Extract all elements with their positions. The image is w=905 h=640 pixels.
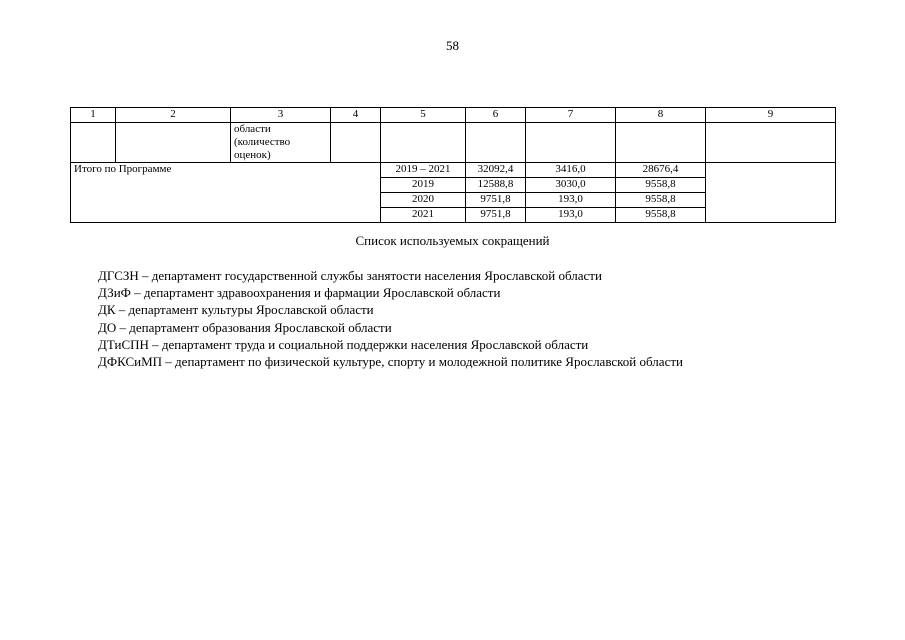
abbreviations-list (98, 267, 683, 370)
total-row (71, 163, 836, 178)
period-cell: 2019 (381, 178, 466, 193)
indicator-continuation-cell: области (количество оценок) (231, 123, 331, 163)
program-funding-table (70, 107, 836, 223)
value-cell: 193,0 (526, 193, 616, 208)
value-cell: 12588,8 (466, 178, 526, 193)
abbreviation-item: ДО – департамент образования Ярославской области (98, 319, 392, 335)
period-cell: 2019 – 2021 (381, 163, 466, 178)
table-cell (526, 123, 616, 163)
value-cell: 9558,8 (616, 178, 706, 193)
header-cell: 4 (331, 108, 381, 123)
abbreviation-item: ДЗиФ – департамент здравоохранения и фармации Ярославской области (98, 285, 501, 301)
value-cell: 9751,8 (466, 193, 526, 208)
table-cell (116, 123, 231, 163)
header-cell: 5 (381, 108, 466, 123)
header-cell: 9 (706, 108, 836, 123)
header-cell: 3 (231, 108, 331, 123)
header-cell: 8 (616, 108, 706, 123)
header-cell: 1 (71, 108, 116, 123)
abbreviations-title: Список используемых сокращений (355, 233, 550, 248)
table-cell (706, 163, 836, 223)
abbreviation-item: ДГСЗН – департамент государственной службы занятости населения Ярославской области (98, 268, 602, 283)
page-number: 58 (446, 38, 459, 53)
header-cell: 6 (466, 108, 526, 123)
value-cell: 3030,0 (526, 178, 616, 193)
table-cell (71, 123, 116, 163)
table-cell (381, 123, 466, 163)
value-cell: 32092,4 (466, 163, 526, 178)
abbreviation-item: ДК – департамент культуры Ярославской области (98, 302, 374, 318)
header-cell: 2 (116, 108, 231, 123)
table-row (71, 123, 836, 163)
table-cell (616, 123, 706, 163)
value-cell: 28676,4 (616, 163, 706, 178)
value-cell: 9558,8 (616, 208, 706, 223)
value-cell: 9751,8 (466, 208, 526, 223)
table-cell (466, 123, 526, 163)
table-cell (331, 123, 381, 163)
header-cell: 7 (526, 108, 616, 123)
abbreviation-item: ДТиСПН – департамент труда и социальной поддержки населения Ярославской области (98, 336, 589, 352)
value-cell: 9558,8 (616, 193, 706, 208)
total-label-cell: Итого по Программе (71, 163, 381, 223)
period-cell: 2020 (381, 193, 466, 208)
period-cell: 2021 (381, 208, 466, 223)
table-cell (706, 123, 836, 163)
table-header-row (71, 108, 836, 123)
abbreviation-item: ДФКСиМП – департамент по физической культуре, спорту и молодежной политике Ярославской области (98, 354, 683, 370)
value-cell: 3416,0 (526, 163, 616, 178)
value-cell: 193,0 (526, 208, 616, 223)
